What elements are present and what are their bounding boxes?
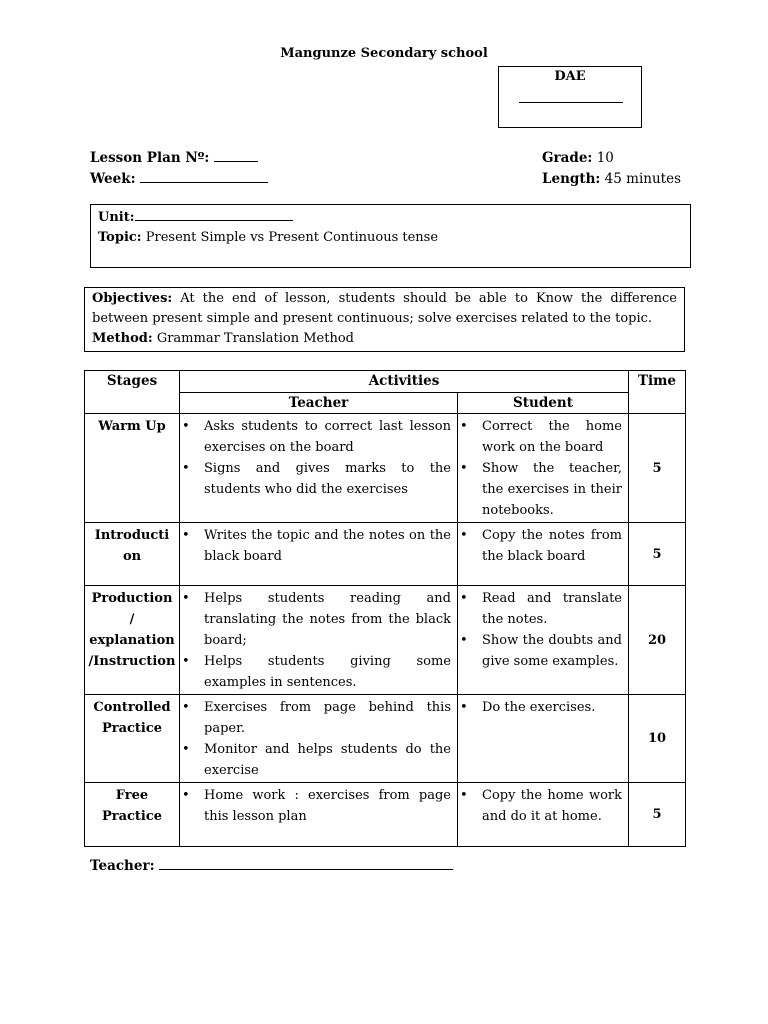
teacher-activities-cell	[180, 586, 458, 695]
week-label: Week:	[90, 171, 136, 187]
unit-topic-box	[90, 204, 691, 268]
student-activities-list	[458, 523, 628, 568]
length-value: 45 minutes	[604, 171, 681, 187]
objectives-box	[84, 287, 685, 352]
dae-signature-line	[519, 102, 623, 103]
list-item: • Home work : exercises from page this lesson plan	[204, 785, 451, 827]
list-item: • Helps students giving some examples in sentences.	[204, 651, 451, 693]
header-student: Student	[458, 393, 629, 414]
teacher-activities-cell	[180, 414, 458, 523]
unit-blank	[135, 209, 293, 221]
student-activities-cell	[458, 586, 629, 695]
objectives-line	[92, 289, 677, 329]
student-activities-cell	[458, 783, 629, 847]
objectives-label: Objectives:	[92, 291, 173, 306]
topic-label: Topic:	[98, 230, 142, 245]
teacher-activities-cell	[180, 523, 458, 586]
teacher-activities-cell	[180, 783, 458, 847]
lesson-plan-number	[90, 150, 258, 166]
table-row	[85, 783, 686, 847]
list-item: • Show the teacher, the exercises in their notebooks.	[482, 458, 622, 521]
grade-value: 10	[596, 150, 614, 166]
list-item: • Show the doubts and give some examples.	[482, 630, 622, 672]
list-item: • Read and translate the notes.	[482, 588, 622, 630]
student-activities-list	[458, 586, 628, 673]
header-activities: Activities	[180, 371, 629, 393]
time-cell: 5	[629, 783, 686, 847]
dae-label: DAE	[554, 69, 586, 84]
grade	[542, 150, 614, 166]
teacher-signature-label: Teacher:	[90, 858, 155, 874]
week-blank	[140, 171, 268, 183]
list-item: • Copy the home work and do it at home.	[482, 785, 622, 827]
student-activities-list	[458, 695, 628, 719]
teacher-signature-blank	[159, 858, 453, 870]
list-item: • Helps students reading and translating the notes from the black board;	[204, 588, 451, 651]
list-item: • Correct the home work on the board	[482, 416, 622, 458]
stage-cell: Controlled Practice	[85, 695, 180, 783]
unit-line	[98, 208, 683, 228]
unit-label: Unit:	[98, 210, 135, 225]
header-time: Time	[629, 371, 686, 414]
student-activities-cell	[458, 414, 629, 523]
week	[90, 171, 268, 187]
list-item: • Asks students to correct last lesson exercises on the board	[204, 416, 451, 458]
list-item: • Writes the topic and the notes on the black board	[204, 525, 451, 567]
teacher-activities-list	[180, 695, 457, 782]
teacher-activities-list	[180, 414, 457, 501]
lesson-activities-table	[84, 370, 686, 847]
stage-cell: Production / explanation /Instruction	[85, 586, 180, 695]
list-item: • Copy the notes from the black board	[482, 525, 622, 567]
student-activities-cell	[458, 695, 629, 783]
topic-value: Present Simple vs Present Continuous tense	[145, 230, 439, 245]
list-item: • Monitor and helps students do the exercise	[204, 739, 451, 781]
table-body	[85, 414, 686, 847]
teacher-activities-list	[180, 523, 457, 568]
student-activities-list	[458, 783, 628, 828]
time-cell: 20	[629, 586, 686, 695]
table-row	[85, 414, 686, 523]
time-cell: 5	[629, 523, 686, 586]
list-item: • Exercises from page behind this paper.	[204, 697, 451, 739]
teacher-signature	[90, 858, 453, 874]
student-activities-cell	[458, 523, 629, 586]
header-teacher: Teacher	[180, 393, 458, 414]
table-row	[85, 695, 686, 783]
stage-cell: Warm Up	[85, 414, 180, 523]
time-cell: 10	[629, 695, 686, 783]
length	[542, 171, 681, 187]
method-label: Method:	[92, 331, 153, 346]
topic-line	[98, 228, 683, 248]
lesson-plan-number-blank	[214, 150, 258, 162]
list-item: • Signs and gives marks to the students who did the exercises	[204, 458, 451, 500]
objectives-text: At the end of lesson, students should be able to Know the difference between present simple and present continuous; solve exercises related to the topic.	[92, 291, 677, 326]
school-title: Mangunze Secondary school	[280, 46, 488, 61]
lesson-plan-number-label: Lesson Plan Nº:	[90, 150, 210, 166]
student-activities-list	[458, 414, 628, 522]
teacher-activities-list	[180, 783, 457, 828]
teacher-activities-list	[180, 586, 457, 694]
table-row	[85, 523, 686, 586]
header-stages: Stages	[85, 371, 180, 414]
grade-label: Grade:	[542, 150, 593, 166]
stage-cell: Free Practice	[85, 783, 180, 847]
dae-box	[498, 66, 642, 128]
stage-cell: Introduction	[85, 523, 180, 586]
time-cell: 5	[629, 414, 686, 523]
method-value: Grammar Translation Method	[156, 331, 354, 346]
teacher-activities-cell	[180, 695, 458, 783]
method-line	[92, 329, 677, 349]
length-label: Length:	[542, 171, 601, 187]
list-item: • Do the exercises.	[482, 697, 622, 718]
table-row	[85, 586, 686, 695]
